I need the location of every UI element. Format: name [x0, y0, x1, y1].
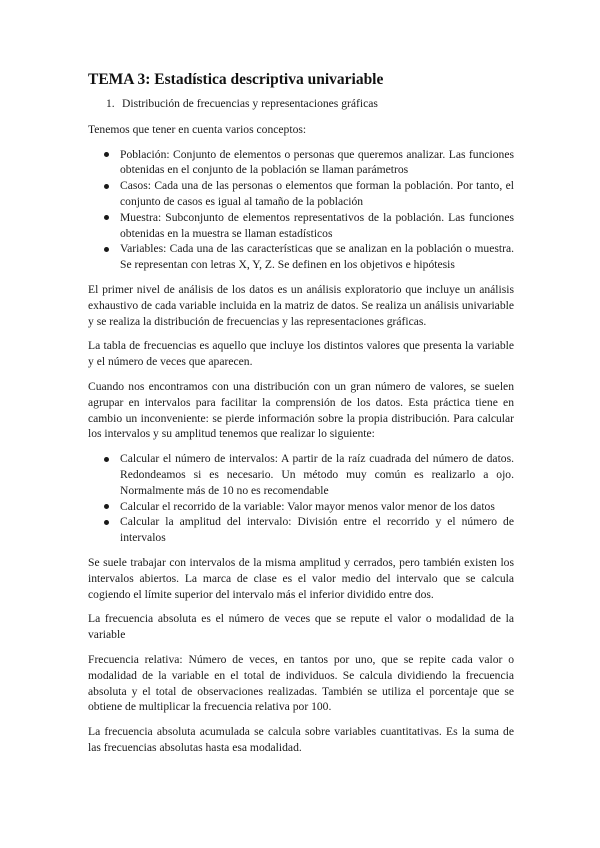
bullet-icon	[104, 184, 109, 189]
intro-paragraph: Tenemos que tener en cuenta varios conceptos:	[88, 122, 307, 136]
paragraph-exploratory-analysis: El primer nivel de análisis de los datos es un análisis exploratorio que incluye un análisis exhaustivo de cada variable incluida en la matriz de datos. Se realiza un análisis univariable y se realiza la distribución de frecuencias y las representaciones gráficas.	[88, 282, 514, 328]
paragraph-cumulative-frequency: La frecuencia absoluta acumulada se calcula sobre variables cuantitativas. Es la suma de las frecuencias absolutas hasta esa modalidad.	[88, 725, 514, 754]
steps-list	[88, 451, 514, 546]
bullet-icon	[104, 504, 109, 509]
list-item: Muestra: Subconjunto de elementos representativos de la población. Las funciones obtenidas en la muestra se llaman estadísticos	[88, 210, 514, 242]
paragraph-class-mark: Se suele trabajar con intervalos de la misma amplitud y cerrados, pero también existen los intervalos abiertos. La marca de clase es el valor medio del intervalo que se calcula cogiendo el límite superior del intervalo más el inferior dividido entre dos.	[88, 555, 514, 601]
document-page	[88, 70, 514, 765]
paragraph-intervals: Cuando nos encontramos con una distribución con un gran número de valores, se suelen agrupar en intervalos para facilitar la comprensión de los datos. Esta práctica tiene en cambio un inconveniente: se pierde información sobre la propia distribución. Para calcular los intervalos y su amplitud tenemos que realizar lo siguiente:	[88, 379, 514, 441]
bullet-icon	[104, 247, 109, 252]
concepts-list	[88, 147, 514, 273]
bullet-icon	[104, 152, 109, 157]
paragraph-relative-frequency: Frecuencia relativa: Número de veces, en tantos por uno, que se repite cada valor o modalidad de la variable en el total de individuos. Se calcula dividiendo la frecuencia absoluta y el total de observaciones realizadas. También se utiliza el porcentaje que se obtiene de multiplicar la frecuencia relativa por 100.	[88, 652, 514, 714]
section-title: Distribución de frecuencias y representaciones gráficas	[122, 97, 378, 110]
list-item: Población: Conjunto de elementos o personas que queremos analizar. Las funciones obtenidas en el conjunto de la población se llaman parámetros	[88, 147, 514, 179]
list-item: Variables: Cada una de las características que se analizan en la población o muestra. Se representan con letras X, Y, Z. Se definen en los objetivos e hipótesis	[88, 241, 514, 273]
paragraph-frequency-table: La tabla de frecuencias es aquello que incluye los distintos valores que presenta la variable y el número de veces que aparecen.	[88, 339, 514, 369]
list-item: Calcular el número de intervalos: A partir de la raíz cuadrada del número de datos. Redondeamos si es necesario. Un método muy común es realizarlo a ojo. Normalmente más de 10 no es recomendable	[88, 451, 514, 498]
list-item: Calcular el recorrido de la variable: Valor mayor menos valor menor de los datos	[88, 499, 514, 515]
page-title: TEMA 3: Estadística descriptiva univariable	[88, 71, 384, 88]
section-heading	[106, 96, 514, 112]
paragraph-absolute-frequency: La frecuencia absoluta es el número de veces que se repute el valor o modalidad de la variable	[88, 612, 514, 642]
bullet-icon	[104, 215, 109, 220]
bullet-icon	[104, 457, 109, 462]
bullet-icon	[104, 520, 109, 525]
list-item: Calcular la amplitud del intervalo: División entre el recorrido y el número de intervalos	[88, 514, 514, 546]
list-item: Casos: Cada una de las personas o elementos que forman la población. Por tanto, el conjunto de casos es igual al tamaño de la población	[88, 178, 514, 210]
section-number: 1.	[106, 97, 115, 110]
